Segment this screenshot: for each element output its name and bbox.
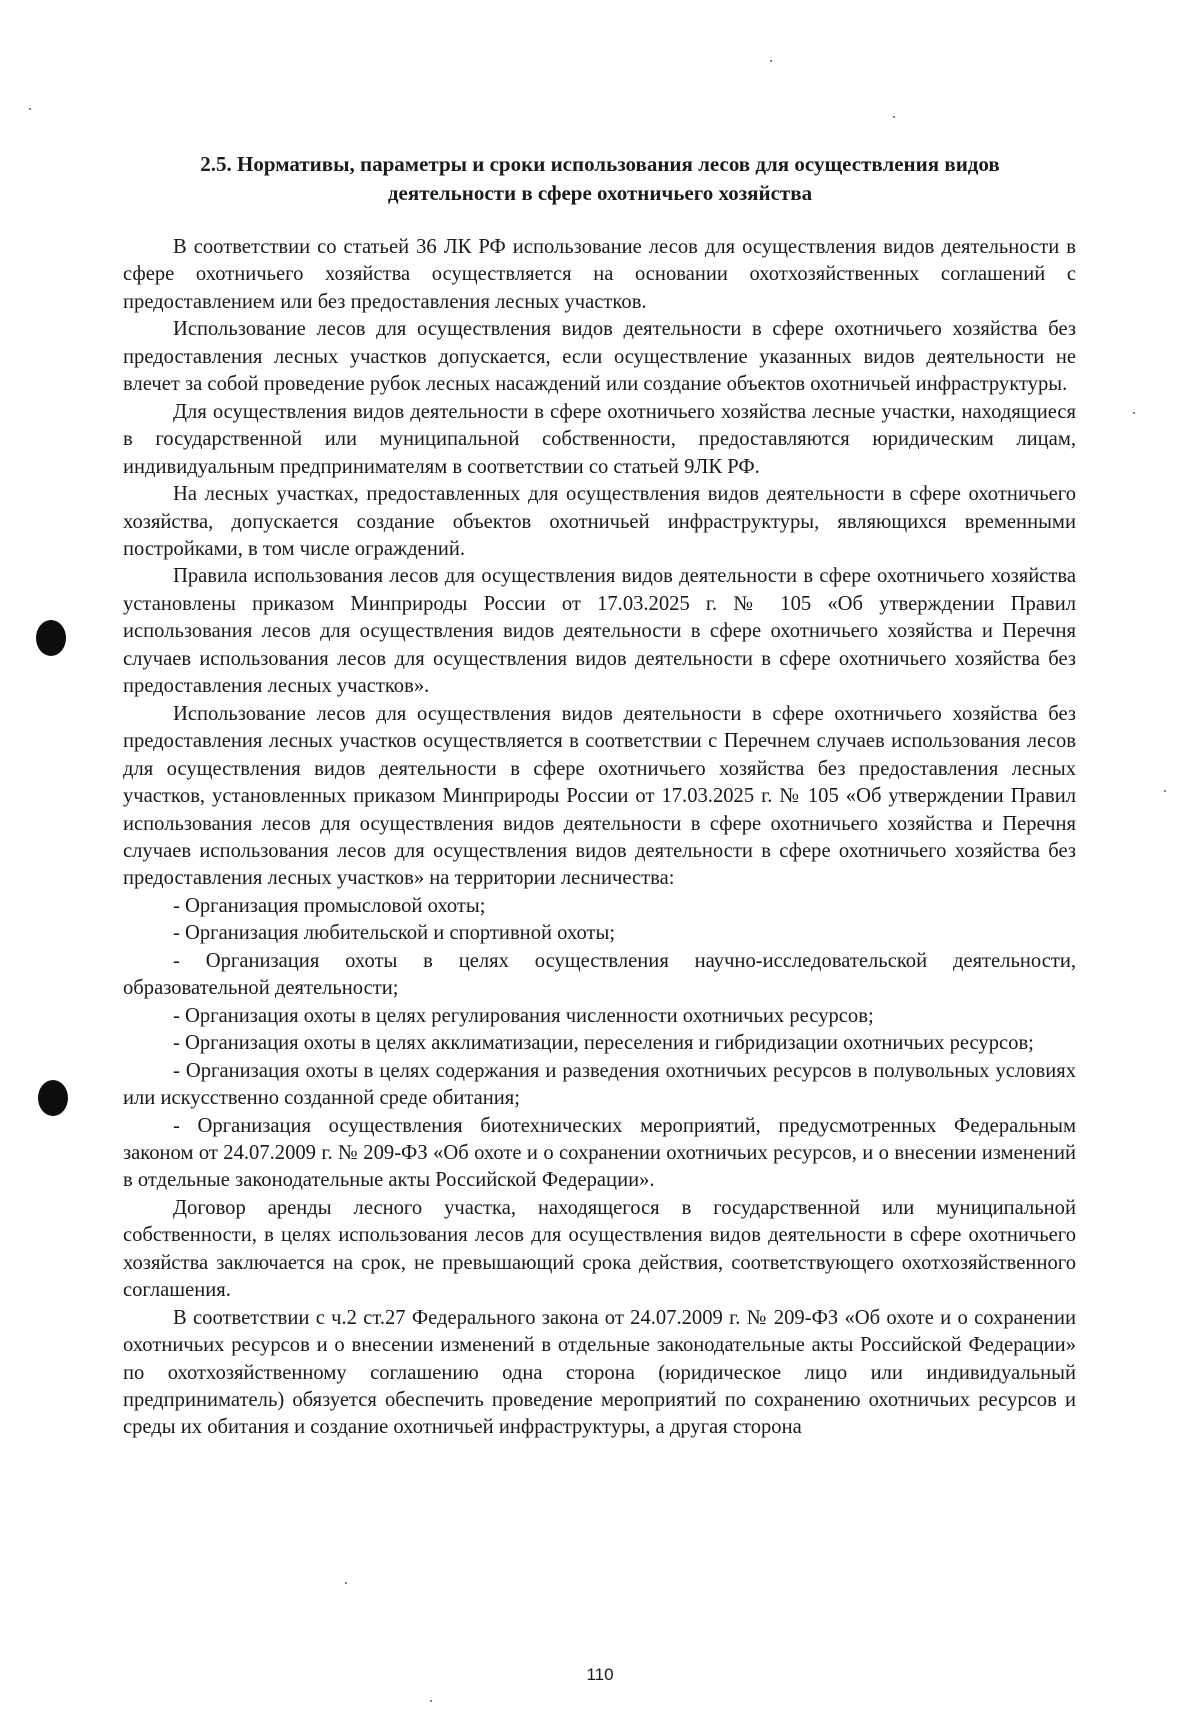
paragraph: Использование лесов для осуществления видов деятельности в сфере охотничьего хозяйства без предоставления лесных участков допускается, если осуществление указанных видов деятельности не влечет за собой проведение рубок лесных насаждений или создание объектов охотничьей инфраструктуры. [123, 318, 1076, 396]
paragraph: Договор аренды лесного участка, находящегося в государственной или муниципальной собственности, в целях использования лесов для осуществления видов деятельности в сфере охотничьего хозяйства заключается на срок, не превышающий срока действия, соответствующего охотхозяйственного соглашения. [123, 1196, 1076, 1302]
scan-speck [1133, 412, 1135, 414]
paragraph: В соответствии со статьей 36 ЛК РФ использование лесов для осуществления видов деятельности в сфере охотничьего хозяйства осуществляется на основании охотхозяйственных соглашений с предоставлением или без предоставления лесных участков. [123, 236, 1076, 313]
scan-speck [1164, 790, 1166, 792]
list-item: - Организация любительской и спортивной охоты; [173, 922, 616, 945]
scan-speck [770, 60, 772, 62]
page-number: 110 [586, 1665, 614, 1684]
scan-speck [29, 108, 31, 110]
section-heading [110, 150, 1090, 208]
section-heading-line: деятельности в сфере охотничьего хозяйства [387, 181, 813, 205]
list-item: - Организация промысловой охоты; [173, 894, 486, 917]
list-item: - Организация осуществления биотехнических мероприятий, предусмотренных Федеральным законом от 24.07.2009 г. № 209-ФЗ «Об охоте и о сохранении охотничьих ресурсов, и о внесении изменений в отдельные законодательные акты Российской Федерации». [123, 1114, 1076, 1192]
paragraph: В соответствии с ч.2 ст.27 Федерального закона от 24.07.2009 г. № 209-ФЗ «Об охоте и о сохранении охотничьих ресурсов и о внесении изменений в отдельные законодательные акты Российской Федерации» по охотхозяйственному соглашению одна сторона (юридическое лицо или индивидуальный предприниматель) обязуется обеспечить проведение мероприятий по сохранению охотничьих ресурсов и среды их обитания и создание охотничьей инфраструктуры, а другая сторона [123, 1306, 1076, 1439]
list-item: - Организация охоты в целях осуществления научно-исследовательской деятельности, образовательной деятельности; [123, 949, 1076, 1000]
paragraph: Для осуществления видов деятельности в сфере охотничьего хозяйства лесные участки, находящиеся в государственной или муниципальной собственности, предоставляются юридическим лицам, индивидуальным предпринимателям в соответствии со статьей 9ЛК РФ. [123, 400, 1076, 478]
paragraph: Правила использования лесов для осуществления видов деятельности в сфере охотничьего хозяйства установлены приказом Минприроды России от 17.03.2025 г. № 105 «Об утверждении Правил использования лесов для осуществления видов деятельности в сфере охотничьего хозяйства и Перечня случаев использования лесов для осуществления видов деятельности в сфере охотничьего хозяйства без предоставления лесных участков». [123, 565, 1076, 698]
paragraph: На лесных участках, предоставленных для осуществления видов деятельности в сфере охотничьего хозяйства, допускается создание объектов охотничьей инфраструктуры, являющихся временными постройками, в том числе ограждений. [123, 483, 1076, 560]
scan-speck [345, 1582, 347, 1584]
scan-speck [893, 116, 895, 118]
paragraph: Использование лесов для осуществления видов деятельности в сфере охотничьего хозяйства без предоставления лесных участков осуществляется в соответствии с Перечнем случаев использования лесов для осуществления видов деятельности в сфере охотничьего хозяйства без предоставления лесных участков, установленных приказом Минприроды России от 17.03.2025 г. № 105 «Об утверждении Правил использования лесов для осуществления видов деятельности в сфере охотничьего хозяйства и Перечня случаев использования лесов для осуществления видов деятельности в сфере охотничьего хозяйства без предоставления лесных участков» на территории лесничества: [123, 702, 1076, 890]
section-heading-line: 2.5. Нормативы, параметры и сроки использования лесов для осуществления видов [200, 152, 1000, 176]
punch-hole-mark [36, 620, 66, 656]
list-item: - Организация охоты в целях акклиматизации, переселения и гибридизации охотничьих ресурсов; [173, 1032, 1034, 1055]
body-text [123, 234, 1076, 1442]
list-item: - Организация охоты в целях регулирования численности охотничьих ресурсов; [173, 1004, 874, 1027]
punch-hole-mark [38, 1080, 68, 1116]
scan-speck [430, 1700, 432, 1702]
list-item: - Организация охоты в целях содержания и разведения охотничьих ресурсов в полувольных условиях или искусственно созданной среде обитания; [123, 1059, 1076, 1110]
